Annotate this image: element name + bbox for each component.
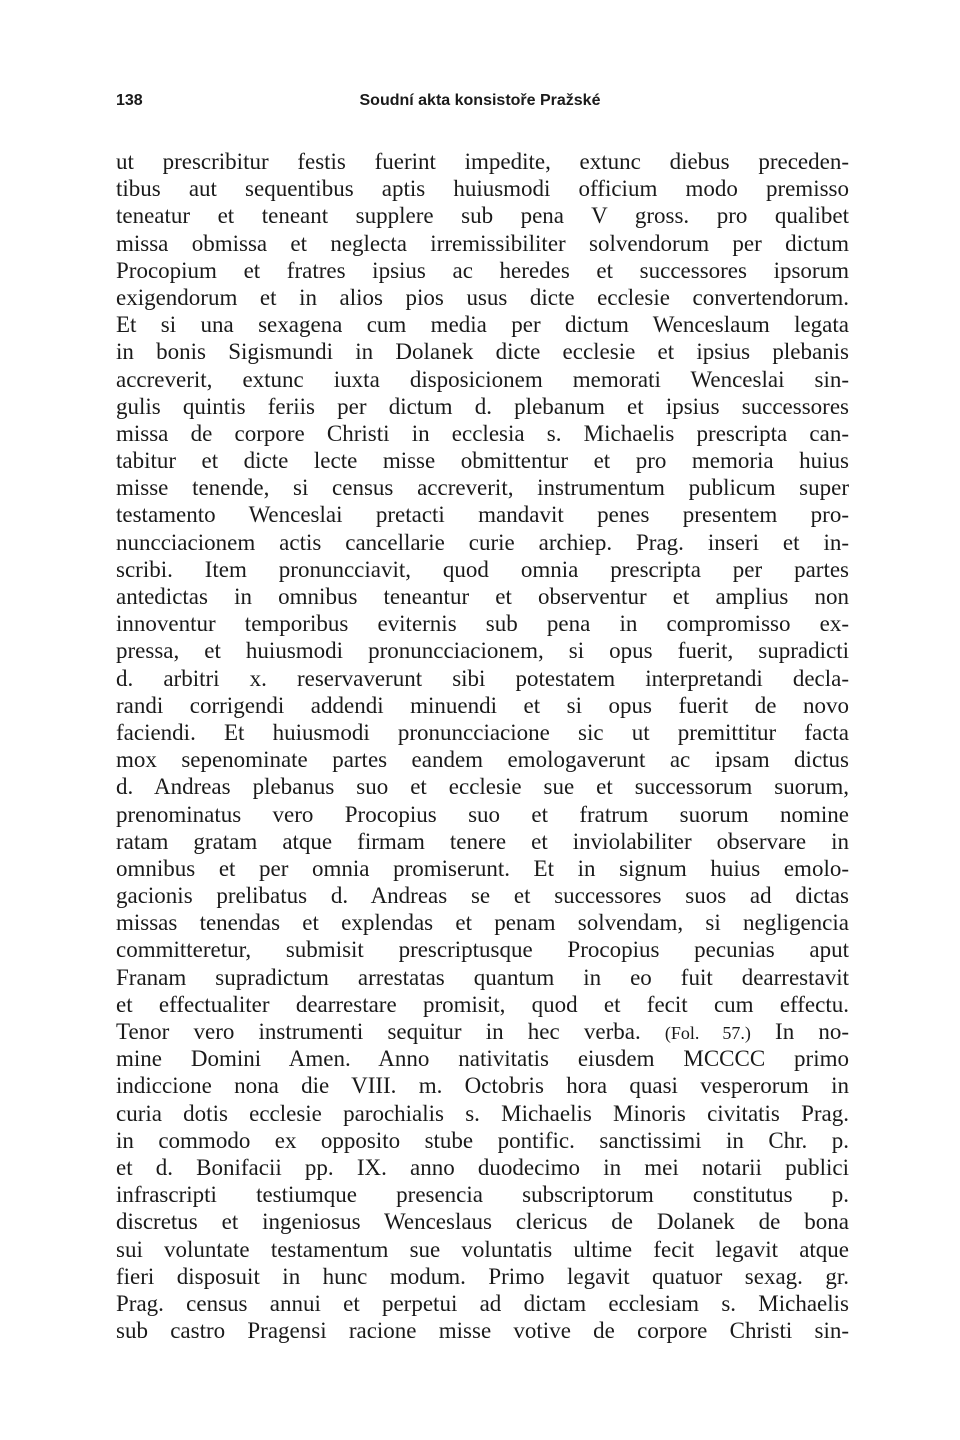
- page-number: 138: [116, 92, 143, 109]
- text-line: in bonis Sigismundi in Dolanek dicte ecclesie et ipsius plebanis: [116, 339, 849, 365]
- text-line: sui voluntate testamentum sue voluntatis ultime fecit legavit atque: [116, 1236, 849, 1262]
- running-head: Soudní akta konsistoře Pražské: [359, 92, 601, 109]
- text-line: fieri disposuit in hunc modum. Primo legavit quatuor sexag. gr.: [116, 1263, 849, 1289]
- text-line: ut prescribitur festis fuerint impedite, extunc diebus preceden-: [116, 149, 849, 174]
- text-line: et effectualiter dearrestare promisit, quod et fecit cum effectu.: [116, 991, 849, 1017]
- text-line: committeretur, submisit prescriptusque Procopius pecunias aput: [116, 937, 849, 963]
- text-line: pressa, et huiusmodi pronuncciacionem, si opus fuerit, supradicti: [116, 638, 849, 664]
- text-line: infrascripti testiumque presencia subscriptorum constitutus p.: [116, 1182, 849, 1208]
- text-line: Et si una sexagena cum media per dictum Wenceslaum legata: [116, 312, 849, 338]
- text-line: omnibus et per omnia promiserunt. Et in signum huius emolo-: [116, 855, 849, 881]
- text-line: scribi. Item pronuncciavit, quod omnia prescripta per partes: [116, 556, 849, 582]
- text-line: faciendi. Et huiusmodi pronuncciacione sic ut premittitur facta: [116, 719, 849, 745]
- folio-reference: (Fol. 57.): [664, 1023, 751, 1043]
- text-line: d. arbitri x. reservaverunt sibi potestatem interpretandi decla-: [116, 665, 849, 691]
- text-line: Procopium et fratres ipsius ac heredes et successores ipsorum: [116, 257, 849, 283]
- text-line: randi corrigendi addendi minuendi et si opus fuerit de novo: [116, 692, 849, 718]
- text-line: curia dotis ecclesie parochialis s. Michaelis Minoris civitatis Prag.: [116, 1100, 849, 1126]
- body-text: [116, 148, 849, 1344]
- text-line: prenominatus vero Procopius suo et fratrum suorum nomine: [116, 801, 849, 827]
- text-line: et d. Bonifacii pp. IX. anno duodecimo in mei notarii publici: [116, 1154, 849, 1180]
- text-line: nuncciacionem actis cancellarie curie archiep. Prag. inseri et in-: [116, 529, 849, 555]
- text-line: gacionis prelibatus d. Andreas se et successores suos ad dictas: [116, 883, 849, 909]
- page-header: [116, 92, 844, 116]
- text-line: indiccione nona die VIII. m. Octobris hora quasi vesperorum in: [116, 1073, 849, 1099]
- text-line: Prag. census annui et perpetui ad dictam ecclesiam s. Michaelis: [116, 1290, 849, 1316]
- text-line: tibus aut sequentibus aptis huiusmodi officium modo premisso: [116, 176, 849, 202]
- text-line: d. Andreas plebanus suo et ecclesie sue et successorum suorum,: [116, 774, 849, 800]
- text-line: misse tenende, si census accreverit, instrumentum publicum super: [116, 475, 849, 501]
- text-line: discretus et ingeniosus Wenceslaus clericus de Dolanek de bona: [116, 1209, 849, 1235]
- text-line: accreverit, extunc iuxta disposicionem memorati Wenceslai sin-: [116, 366, 849, 392]
- text-line: sub castro Pragensi racione misse votive de corpore Christi sin-: [116, 1318, 849, 1344]
- text-line: mine Domini Amen. Anno nativitatis eiusdem MCCCC primo: [116, 1046, 849, 1072]
- text-line: gulis quintis feriis per dictum d. plebanum et ipsius successores: [116, 393, 849, 419]
- text-line: antedictas in omnibus teneantur et observentur et amplius non: [116, 584, 849, 609]
- text-line: missas tenendas et explendas et penam solvendam, si negligencia: [116, 910, 849, 936]
- text-line: Franam supradictum arrestatas quantum in eo fuit dearrestavit: [116, 964, 849, 990]
- text-segment: In no-: [775, 1019, 850, 1044]
- text-line: testamento Wenceslai pretacti mandavit penes presentem pro-: [116, 502, 849, 528]
- text-line: mox sepenominate partes eandem emologaverunt ac ipsam dictus: [116, 747, 849, 773]
- text-line: tabitur et dicte lecte misse obmittentur et pro memoria huius: [116, 448, 849, 474]
- text-line-with-folio: [116, 1018, 849, 1045]
- text-line: innoventur temporibus eviternis sub pena in compromisso ex-: [116, 611, 849, 637]
- text-line: missa de corpore Christi in ecclesia s. Michaelis prescripta can-: [116, 420, 849, 446]
- text-line: in commodo ex opposito stube pontific. sanctissimi in Chr. p.: [116, 1127, 849, 1153]
- text-line: exigendorum et in alios pios usus dicte ecclesie convertendorum.: [116, 284, 849, 310]
- text-line: ratam gratam atque firmam tenere et inviolabiliter observare in: [116, 828, 849, 854]
- text-line: teneatur et teneant supplere sub pena V gross. pro qualibet: [116, 203, 849, 229]
- text-segment: Tenor vero instrumenti sequitur in hec verba.: [116, 1019, 641, 1044]
- text-line: missa obmissa et neglecta irremissibiliter solvendorum per dictum: [116, 230, 849, 256]
